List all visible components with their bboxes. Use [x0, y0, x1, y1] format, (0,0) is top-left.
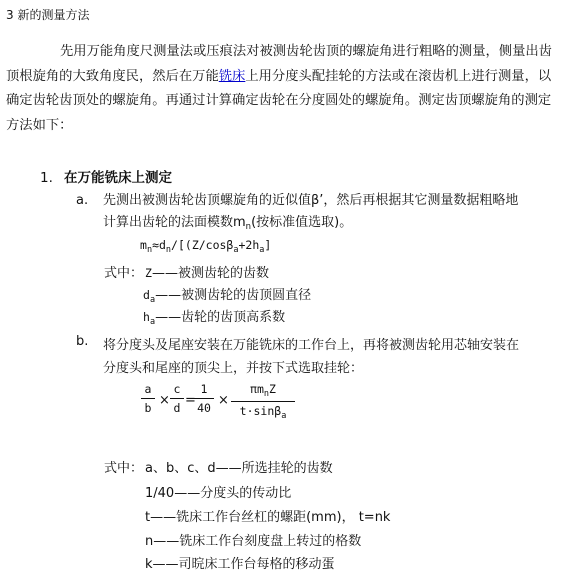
intro-paragraph — [6, 40, 564, 138]
item-a — [76, 190, 555, 238]
section-title: 3 新的测量方法 — [6, 8, 90, 22]
item-a-line1: 先测出被测齿轮齿顶螺旋角的近似值β’，然后再根据其它测量数据粗略地 — [103, 193, 519, 208]
where-label-b: 式中： — [104, 461, 144, 476]
def-t: t——铣床工作台丝杠的螺距(mm)， t=nk — [145, 510, 391, 525]
heading-1 — [40, 166, 172, 186]
item-b-label: b. — [76, 334, 89, 349]
def-z: Z——被测齿轮的齿数 — [145, 266, 269, 281]
heading-text: 在万能铣床上测定 — [64, 170, 172, 186]
def-da: $d_a——$被测齿轮的齿顶圆直径 — [143, 288, 312, 305]
def-ratio: 1/40——分度头的传动比 — [145, 486, 292, 501]
item-b-line1: 将分度头及尾座安装在万能铣床的工作台上，再将被测齿轮用芯轴安装在 — [103, 338, 520, 353]
def-k: k——司晥床工作台每格的移动蛋 — [145, 557, 335, 572]
fraction-c-d: c d — [170, 382, 184, 415]
item-a-line2: 计算出齿轮的法面模数$m_n$(按标准值选取)。 — [103, 215, 353, 232]
milling-machine-link[interactable]: 铣床 — [218, 68, 246, 84]
fraction-1-40: 1 40 — [194, 382, 214, 415]
where-label-a: 式中： — [104, 266, 144, 281]
equals-sign: = — [185, 393, 196, 408]
fraction-pimnz: $\pi m_nZ$ t·sinβ$_a$ — [231, 382, 295, 421]
times-1: × — [159, 393, 170, 408]
def-n: n——铣床工作台刻度盘上转过的格数 — [145, 534, 362, 549]
fraction-a-b: a b — [141, 382, 155, 415]
item-b-line2: 分度头和尾座的顶尖上，并按下式选取挂轮： — [103, 361, 364, 376]
intro-text-before-link: 先用万能角度尺测量法或压痕法对被测齿轮齿顶的螺旋角进行粗略的测量，侧量出齿顶根旋角的大致角度民，然后在万能 — [6, 44, 552, 84]
times-2: × — [218, 393, 229, 408]
def-gears: a、b、c、d——所选挂轮的齿数 — [145, 461, 333, 476]
def-ha: $h_a——$齿轮的齿顶高系数 — [143, 310, 286, 327]
formula-mn: $m_n\approx d_n/[(Z/\cos\beta_a+2h_a]$ — [140, 238, 272, 255]
heading-number: 1. — [40, 170, 53, 186]
item-a-label: a. — [76, 193, 89, 208]
intro-text-after-link: 上用分度头配挂轮的方法或在滚齿机上进行测量，以确定齿轮齿顶处的螺旋角。再通过计算确定齿轮在分度圆处的螺旋角。测定齿顶螺旋角的测定方法如下： — [6, 68, 552, 133]
